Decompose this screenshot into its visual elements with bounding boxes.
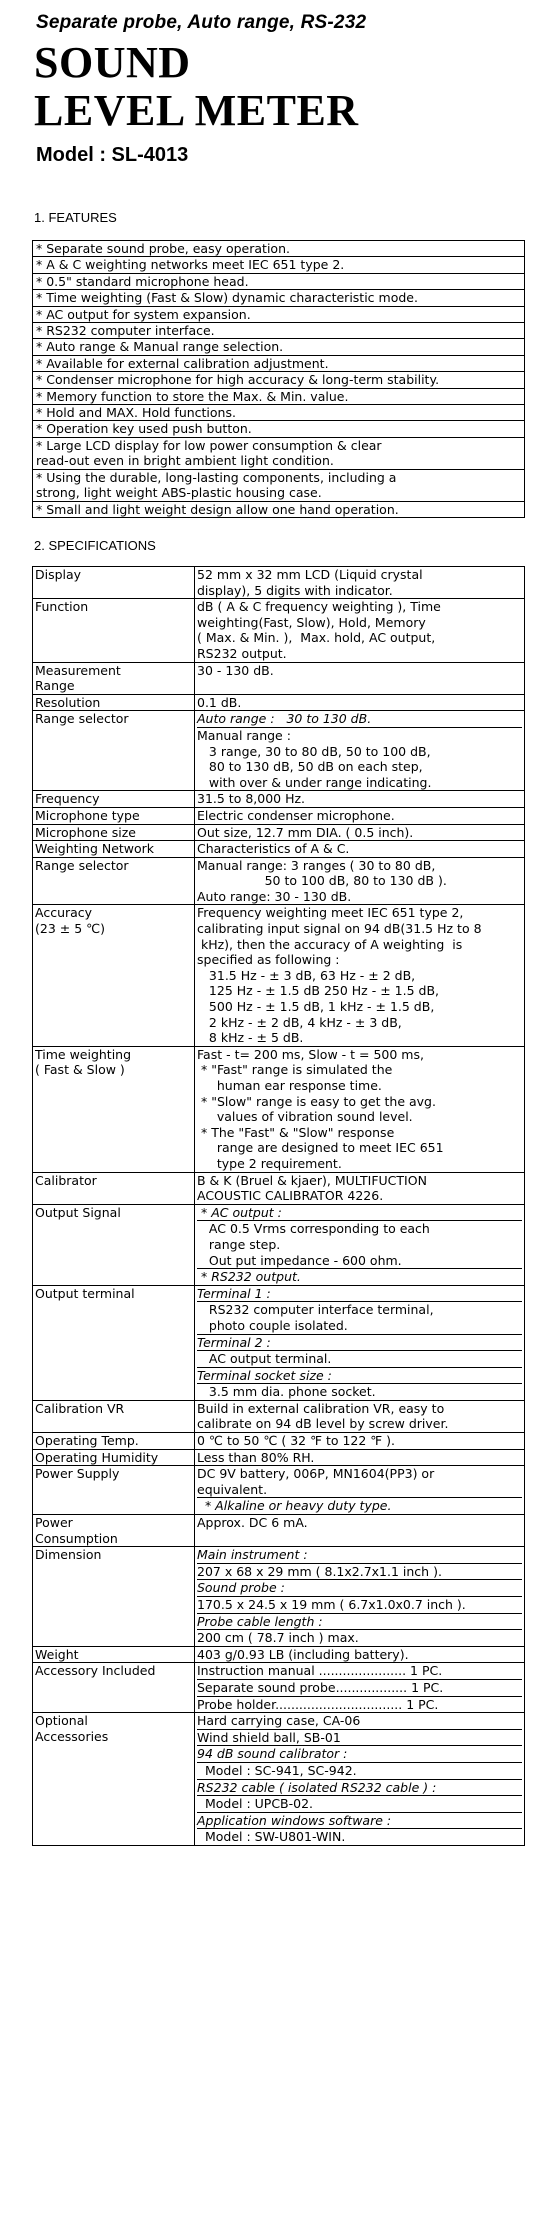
feature-row <box>33 388 525 404</box>
specifications-table <box>32 566 525 1846</box>
spec-value-line: dB ( A & C frequency weighting ), Time weighting(Fast, Slow), Hold, Memory ( Max. & Min. ), Max. hold, AC output, RS232 output. <box>197 599 441 661</box>
spec-value-line: B & K (Bruel & kjaer), MULTIFUCTION ACOUSTIC CALIBRATOR 4226. <box>197 1172 427 1204</box>
spec-value-line: 207 x 68 x 29 mm ( 8.1x2.7x1.1 inch ). <box>197 1564 522 1581</box>
feature-item: * Memory function to store the Max. & Min. value. <box>33 388 525 404</box>
spec-label: Operating Temp. <box>33 1433 195 1450</box>
spec-value <box>195 694 525 711</box>
spec-label: Output Signal <box>33 1204 195 1285</box>
feature-row <box>33 405 525 421</box>
features-heading: 1. FEATURES <box>34 210 117 225</box>
spec-row <box>33 1466 525 1515</box>
spec-row <box>33 1172 525 1204</box>
spec-value-line: 403 g/0.93 LB (including battery). <box>197 1646 409 1662</box>
spec-row <box>33 1547 525 1647</box>
spec-value-line: 3.5 mm dia. phone socket. <box>197 1384 376 1400</box>
spec-row <box>33 1046 525 1172</box>
spec-value <box>195 567 525 599</box>
feature-item: * Available for external calibration adjustment. <box>33 355 525 371</box>
spec-value-line: 31.5 to 8,000 Hz. <box>197 791 306 807</box>
spec-label: Accuracy (23 ± 5 ℃) <box>33 905 195 1046</box>
feature-row <box>33 469 525 501</box>
feature-item: * AC output for system expansion. <box>33 306 525 322</box>
spec-value-line: Terminal 1 : <box>197 1286 522 1303</box>
spec-value <box>195 1046 525 1172</box>
spec-row <box>33 1285 525 1400</box>
spec-label: Operating Humidity <box>33 1449 195 1466</box>
spec-value-line: 0.1 dB. <box>197 694 242 710</box>
spec-row <box>33 1515 525 1547</box>
feature-row <box>33 257 525 273</box>
spec-value-line: Model : UPCB-02. <box>197 1796 522 1813</box>
spec-row <box>33 1449 525 1466</box>
spec-value-line: 52 mm x 32 mm LCD (Liquid crystal display), 5 digits with indicator. <box>197 567 423 598</box>
spec-value-line: AC 0.5 Vrms corresponding to each range step. Out put impedance - 600 ohm. <box>197 1221 522 1269</box>
spec-value <box>195 791 525 808</box>
spec-value-line: Main instrument : <box>197 1547 522 1564</box>
feature-row <box>33 372 525 388</box>
spec-value-line: Terminal socket size : <box>197 1368 522 1385</box>
feature-item: * A & C weighting networks meet IEC 651 type 2. <box>33 257 525 273</box>
spec-value <box>195 807 525 824</box>
spec-value-line: Auto range : 30 to 130 dB. <box>197 711 522 728</box>
feature-item: * 0.5" standard microphone head. <box>33 273 525 289</box>
spec-value-line: Out size, 12.7 mm DIA. ( 0.5 inch). <box>197 824 414 840</box>
spec-label: Display <box>33 567 195 599</box>
spec-value-line: Terminal 2 : <box>197 1335 522 1352</box>
specifications-heading: 2. SPECIFICATIONS <box>34 538 156 553</box>
spec-value-line: Electric condenser microphone. <box>197 807 395 823</box>
spec-label: Function <box>33 599 195 662</box>
feature-item: * Auto range & Manual range selection. <box>33 339 525 355</box>
spec-value <box>195 1646 525 1663</box>
spec-label: Optional Accessories <box>33 1713 195 1846</box>
spec-value <box>195 711 525 791</box>
spec-row <box>33 1400 525 1432</box>
spec-label: Range selector <box>33 857 195 905</box>
spec-value-line: * Alkaline or heavy duty type. <box>197 1498 392 1514</box>
model-number: Model : SL-4013 <box>36 144 189 166</box>
spec-value <box>195 1515 525 1547</box>
spec-label: Resolution <box>33 694 195 711</box>
spec-value <box>195 1713 525 1846</box>
feature-item: * RS232 computer interface. <box>33 323 525 339</box>
spec-value-line: * RS232 output. <box>197 1269 301 1285</box>
spec-value-line: Manual range : 3 range, 30 to 80 dB, 50 to 100 dB, 80 to 130 dB, 50 dB on each step, with over & under range indicating. <box>197 727 432 790</box>
spec-value-line: Application windows software : <box>197 1813 522 1830</box>
feature-row <box>33 339 525 355</box>
spec-row <box>33 841 525 858</box>
spec-label: Time weighting ( Fast & Slow ) <box>33 1046 195 1172</box>
spec-value-line: 170.5 x 24.5 x 19 mm ( 6.7x1.0x0.7 inch ). <box>197 1597 522 1614</box>
spec-value-line: 200 cm ( 78.7 inch ) max. <box>197 1630 359 1646</box>
spec-value-line: Approx. DC 6 mA. <box>197 1515 308 1531</box>
feature-item: * Hold and MAX. Hold functions. <box>33 405 525 421</box>
spec-value-line: 30 - 130 dB. <box>197 662 274 678</box>
feature-row <box>33 290 525 306</box>
spec-label: Microphone type <box>33 807 195 824</box>
spec-value-line: Separate sound probe.................. 1 PC. <box>197 1680 522 1697</box>
feature-item: * Using the durable, long-lasting components, including a strong, light weight ABS-plastic housing case. <box>33 469 525 501</box>
spec-label: Range selector <box>33 711 195 791</box>
feature-row <box>33 306 525 322</box>
product-title-line2: LEVEL METER <box>34 86 359 135</box>
spec-label: Calibrator <box>33 1172 195 1204</box>
spec-label: Microphone size <box>33 824 195 841</box>
spec-value-line: Probe holder................................ 1 PC. <box>197 1696 439 1712</box>
spec-value <box>195 1547 525 1647</box>
spec-row <box>33 1646 525 1663</box>
spec-value <box>195 1663 525 1713</box>
feature-item: * Small and light weight design allow one hand operation. <box>33 501 525 517</box>
spec-row <box>33 791 525 808</box>
spec-value-line: * AC output : <box>197 1205 522 1222</box>
spec-row <box>33 1433 525 1450</box>
spec-row <box>33 1663 525 1713</box>
spec-row <box>33 905 525 1046</box>
spec-value <box>195 824 525 841</box>
spec-value-line: 94 dB sound calibrator : <box>197 1746 522 1763</box>
spec-value-line: RS232 computer interface terminal, photo couple isolated. <box>197 1302 522 1334</box>
feature-row <box>33 241 525 257</box>
spec-value-line: Instruction manual ...................... 1 PC. <box>197 1663 522 1680</box>
spec-row <box>33 857 525 905</box>
spec-value <box>195 599 525 662</box>
spec-value <box>195 1400 525 1432</box>
spec-row <box>33 694 525 711</box>
spec-value-line: 0 ℃ to 50 ℃ ( 32 ℉ to 122 ℉ ). <box>197 1433 396 1449</box>
spec-row <box>33 1204 525 1285</box>
feature-item: * Large LCD display for low power consumption & clear read-out even in bright ambient light condition. <box>33 437 525 469</box>
spec-value-line: Model : SC-941, SC-942. <box>197 1763 522 1780</box>
spec-row <box>33 662 525 694</box>
spec-value <box>195 662 525 694</box>
spec-value-line: Characteristics of A & C. <box>197 841 350 857</box>
spec-value-line: Probe cable length : <box>197 1614 522 1631</box>
spec-label: Accessory Included <box>33 1663 195 1713</box>
feature-row <box>33 421 525 437</box>
spec-label: Power Supply <box>33 1466 195 1515</box>
spec-row <box>33 824 525 841</box>
spec-value-line: DC 9V battery, 006P, MN1604(PP3) or equivalent. <box>197 1466 522 1498</box>
features-table <box>32 240 525 518</box>
spec-row <box>33 807 525 824</box>
feature-item: * Condenser microphone for high accuracy & long-term stability. <box>33 372 525 388</box>
product-title-line1: SOUND <box>34 38 191 87</box>
product-subtitle: Separate probe, Auto range, RS-232 <box>36 12 367 33</box>
spec-value <box>195 841 525 858</box>
spec-label: Output terminal <box>33 1285 195 1400</box>
feature-row <box>33 273 525 289</box>
spec-value-line: Manual range: 3 ranges ( 30 to 80 dB, 50 to 100 dB, 80 to 130 dB ). Auto range: 30 - 130 dB. <box>197 857 447 904</box>
spec-value-line: Wind shield ball, SB-01 <box>197 1730 522 1747</box>
spec-value-line: Fast - t= 200 ms, Slow - t = 500 ms, * "Fast" range is simulated the human ear response time. * "Slow" range is easy to get the avg. values of vibration sound level. * The "Fast" & "Slow" response range are designed to meet IEC 651 type 2 requirement. <box>197 1046 444 1171</box>
spec-value <box>195 905 525 1046</box>
spec-label: Weighting Network <box>33 841 195 858</box>
spec-value <box>195 857 525 905</box>
spec-row <box>33 567 525 599</box>
spec-value-line: Hard carrying case, CA-06 <box>197 1713 522 1730</box>
spec-label: Dimension <box>33 1547 195 1647</box>
spec-value-line: Less than 80% RH. <box>197 1449 315 1465</box>
spec-value <box>195 1466 525 1515</box>
feature-item: * Separate sound probe, easy operation. <box>33 241 525 257</box>
spec-value-line: Model : SW-U801-WIN. <box>197 1829 346 1845</box>
spec-value-line: Sound probe : <box>197 1580 522 1597</box>
feature-row <box>33 437 525 469</box>
feature-row <box>33 323 525 339</box>
spec-row <box>33 599 525 662</box>
spec-label: Frequency <box>33 791 195 808</box>
spec-label: Calibration VR <box>33 1400 195 1432</box>
spec-value <box>195 1204 525 1285</box>
spec-value <box>195 1285 525 1400</box>
spec-value <box>195 1449 525 1466</box>
spec-row <box>33 1713 525 1846</box>
spec-label: Weight <box>33 1646 195 1663</box>
feature-item: * Time weighting (Fast & Slow) dynamic characteristic mode. <box>33 290 525 306</box>
spec-row <box>33 711 525 791</box>
feature-item: * Operation key used push button. <box>33 421 525 437</box>
spec-label: Power Consumption <box>33 1515 195 1547</box>
feature-row <box>33 355 525 371</box>
spec-value <box>195 1172 525 1204</box>
spec-value-line: Frequency weighting meet IEC 651 type 2, calibrating input signal on 94 dB(31.5 Hz to 8 kHz), then the accuracy of A weighting is specified as following : 31.5 Hz - ± 3 dB, 63 Hz - ± 2 dB, 125 Hz - ± 1.5 dB 250 Hz - ± 1.5 dB, 500 Hz - ± 1.5 dB, 1 kHz - ± 1.5 dB, 2 kHz - ± 2 dB, 4 kHz - ± 3 dB, 8 kHz - ± 5 dB. <box>197 905 482 1046</box>
spec-value-line: RS232 cable ( isolated RS232 cable ) : <box>197 1780 522 1797</box>
spec-label: Measurement Range <box>33 662 195 694</box>
spec-value-line: Build in external calibration VR, easy to calibrate on 94 dB level by screw driver. <box>197 1400 449 1432</box>
spec-value <box>195 1433 525 1450</box>
spec-value-line: AC output terminal. <box>197 1351 522 1368</box>
feature-row <box>33 501 525 517</box>
